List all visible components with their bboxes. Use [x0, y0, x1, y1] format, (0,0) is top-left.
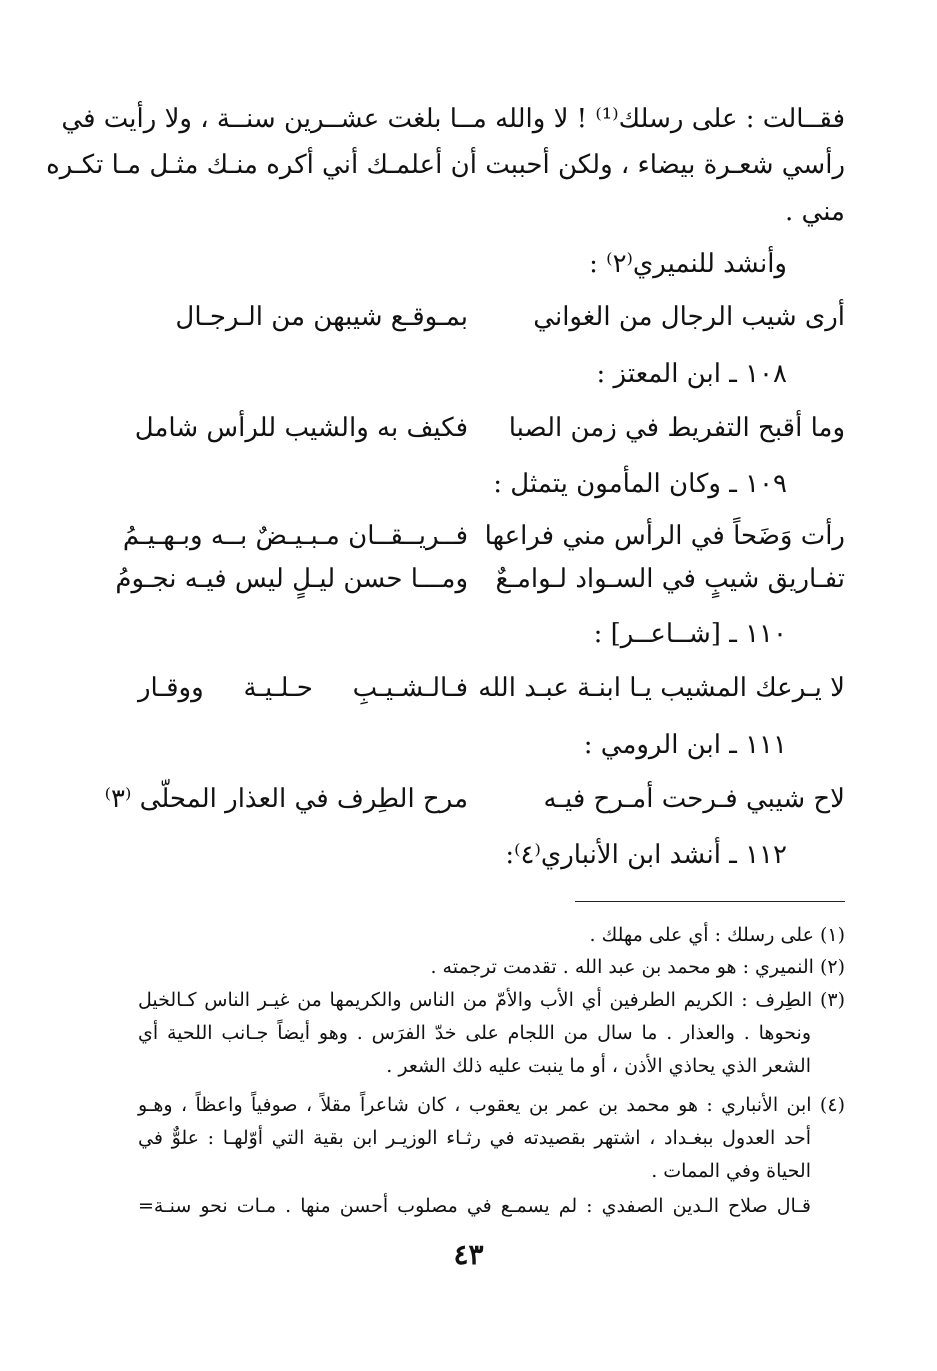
- hemistich-1: رأت وَضَحاً في الرأس مني فراعها: [484, 521, 845, 551]
- heading-112: ١١٢ ـ أنشد ابن الأنباري⁽٤⁾:: [505, 840, 787, 870]
- hemistich-2: فكيف به والشيب للرأس شامل: [134, 413, 468, 443]
- footnote-4-line-3: الحياة وفي الممات .: [651, 1160, 811, 1182]
- hemistich-1: تفـاريق شيبٍ في السـواد لـوامـعٌ: [495, 564, 845, 594]
- paragraph-line-3: مني .: [785, 197, 845, 227]
- verse-109-b: [115, 564, 845, 604]
- heading-108: ١٠٨ ـ ابن المعتز :: [596, 359, 787, 389]
- paragraph-line-2: رأسي شعـرة بيضاء ، ولكن أحببت أن أعلمـك أني أكره منـك مثـل مـا تكـره: [46, 150, 845, 180]
- footnote-3-line-2: ونحوها . والعذار . ما سال من اللجام على خدّ الفرَس . وهو أيضاً جـانب اللحية أي: [138, 1022, 811, 1044]
- footnote-1: (١) على رسلك : أي على مهلك .: [589, 924, 845, 946]
- verse-109-a: [122, 521, 845, 561]
- hemistich-1: لاح شيبي فـرحت أمـرح فيـه: [543, 784, 845, 814]
- hemistich-1: أرى شيب الرجال من الغواني: [533, 302, 845, 332]
- heading-109: ١٠٩ ـ وكان المأمون يتمثل :: [493, 469, 787, 499]
- hemistich-2: مرح الطِرف في العذار المحلّى ⁽٣⁾: [104, 784, 468, 814]
- heading-111: ١١١ ـ ابن الرومي :: [583, 730, 787, 760]
- footnote-4-line-4: قـال صلاح الـدين الصفدي : لم يسمـع في مصلوب أحسن منها . مـات نحو سنـة=: [138, 1195, 811, 1217]
- verse-numeiri: [138, 302, 845, 342]
- verse-111: [104, 784, 845, 824]
- paragraph-line-1: فقــالت : على رسلك⁽¹⁾ ! لا والله مــا بلغت عشــرين سنــة ، ولا رأيت في: [61, 104, 845, 134]
- intro-numeiri: وأنشد للنميري⁽٢⁾ :: [589, 249, 787, 279]
- page-number: ٤٣: [453, 1238, 484, 1271]
- verse-108: [134, 413, 845, 453]
- hemistich-2: فـالـشـيـبِ حـلـيـة ووقـار: [138, 673, 468, 703]
- hemistich-2: فــريــقــان مـبـيـضٌ بــه وبـهـيـمُ: [122, 521, 468, 551]
- heading-110: ١١٠ ـ [شــاعــر] :: [593, 619, 787, 649]
- hemistich-1: لا يـرعك المشيب يـا ابنـة عبـد الله: [478, 673, 845, 703]
- verse-110: [138, 673, 845, 713]
- footnote-3-line-3: الشعر الذي يحاذي الأذن ، أو ما ينبت عليه ذلك الشعر .: [386, 1055, 811, 1077]
- footnote-3-line-1: (٣) الطِرف : الكريم الطرفين أي الأب والأمّ من الناس والكريمها من غيـر الناس كـالخيل: [138, 989, 845, 1011]
- hemistich-2: ومـــا حسن ليـلٍ ليس فيـه نجـومُ: [115, 564, 468, 594]
- hemistich-2: بمـوقـع شيبهن من الـرجـال: [175, 302, 468, 332]
- footnote-separator: [575, 901, 845, 902]
- footnote-2: (٢) النميري : هو محمد بن عبد الله . تقدمت ترجمته .: [430, 956, 845, 978]
- footnote-4-line-1: (٤) ابن الأنباري : هو محمد بن عمر بن يعقوب ، كان شاعراً مقلاً ، صوفياً واعظاً ، وهـو: [138, 1094, 845, 1116]
- hemistich-1: وما أقبح التفريط في زمن الصبا: [508, 413, 845, 443]
- footnote-4-line-2: أحد العدول ببغـداد ، اشتهر بقصيدته في رثـاء الوزيـر ابن بقية التي أوّلهـا : علوٌّ في: [138, 1127, 811, 1149]
